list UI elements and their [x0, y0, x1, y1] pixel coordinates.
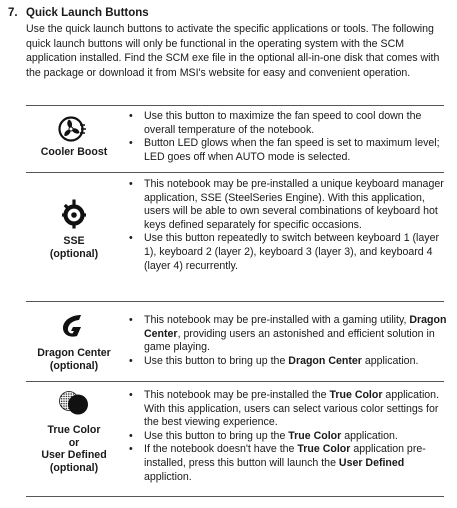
section-number: 7.	[8, 7, 18, 19]
bullet-text: Use this button to bring up the	[144, 354, 289, 367]
bullet-item	[128, 389, 448, 430]
bullet-emphasis: User Defined	[338, 456, 405, 469]
table-rule-top	[26, 105, 444, 106]
bullet-item	[128, 430, 448, 444]
bullet-text: Button LED glows when the fan speed is set to maximum level; LED goes off when AUTO mode is selected.	[144, 137, 440, 163]
bullet-text: , providing users an astonished and efficient solution in game playing.	[144, 327, 435, 354]
bullet-item	[128, 355, 448, 369]
sse-label: SSE (optional)	[49, 235, 99, 260]
bullet-text: Use this button repeatedly to switch between keyboard 1 (layer 1), keyboard 2 (layer 2), keyboard 3 (layer 3), and keyboard 4 (layer 4) recurrently.	[144, 232, 440, 272]
true-color-label: True Color or User Defined (optional)	[41, 424, 107, 474]
dragon-center-label: Dragon Center (optional)	[37, 347, 111, 372]
bullet-text: application pre-installed, press this button will launch the	[144, 443, 426, 469]
bullet-text: application. With this application, users can select various color settings for the best viewing experience.	[144, 389, 440, 429]
section-intro: Use the quick launch buttons to activate the specific applications or tools. The following quick launch buttons will only be functional in the operating system with the SCM application installed. Find the SCM exe file in the optional all-in-one disk that comes with the package or download it from MSI's website for easy and convenient operation.	[26, 23, 440, 79]
dragon-center-logo-icon	[59, 313, 85, 344]
bullet-item	[128, 137, 448, 164]
bullet-item	[128, 178, 448, 232]
bullet-item	[128, 232, 448, 273]
true-color-description	[128, 389, 448, 484]
bullet-text: If the notebook doesn't have the	[144, 443, 298, 456]
bullet-item	[128, 443, 448, 484]
section-title: Quick Launch Buttons	[26, 7, 149, 19]
bullet-item	[128, 314, 448, 355]
dragon-center-description	[128, 314, 448, 368]
sse-description	[128, 178, 448, 273]
bullet-text: application.	[361, 354, 419, 367]
bullet-emphasis: True Color	[329, 389, 383, 401]
section-heading	[8, 7, 149, 19]
steelseries-gear-icon	[60, 199, 88, 234]
cooler-boost-label: Cooler Boost	[40, 146, 108, 158]
table-rule	[26, 301, 444, 302]
bullet-text: This notebook may be pre-installed the	[144, 389, 330, 401]
bullet-text: This notebook may be pre-installed with a gaming utility,	[144, 314, 410, 326]
bullet-item	[128, 110, 448, 137]
bullet-text: application.	[341, 429, 398, 442]
bullet-text: Use this button to bring up the	[144, 429, 289, 442]
fan-icon	[58, 115, 88, 148]
bullet-emphasis: True Color	[288, 429, 342, 442]
bullet-emphasis: Dragon Center	[144, 314, 447, 340]
bullet-text: appliction.	[144, 470, 192, 483]
bullet-emphasis: True Color	[297, 443, 351, 456]
true-color-icon	[58, 388, 90, 421]
bullet-text: Use this button to maximize the fan speed to cool down the overall temperature of the notebook.	[144, 110, 422, 136]
bullet-text: This notebook may be pre-installed a unique keyboard manager application, SSE (SteelSeries Engine). With this application, users will be able to own several combinations of keyboard hot keys defined separately for specific occasions.	[144, 178, 444, 231]
table-rule-bottom	[26, 496, 444, 497]
table-rule	[26, 381, 444, 382]
cooler-boost-description	[128, 110, 448, 164]
table-rule	[26, 172, 444, 173]
bullet-emphasis: Dragon Center	[288, 354, 362, 367]
